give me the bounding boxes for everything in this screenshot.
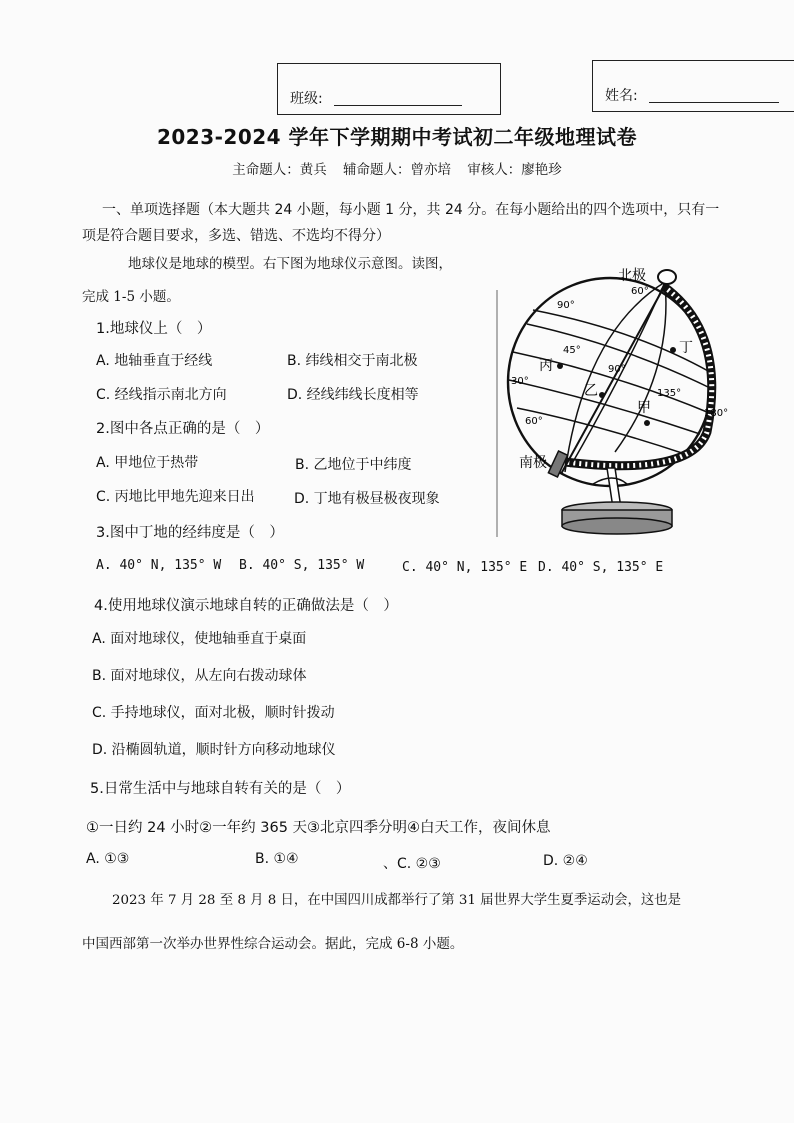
q3-option-a[interactable]: A. 40° N, 135° W	[96, 558, 222, 573]
section-heading-line2: 项是符合题目要求，多选、错选、不选均不得分）	[82, 228, 390, 244]
globe-figure	[495, 262, 735, 540]
q5-option-d[interactable]: D. ②④	[543, 853, 588, 869]
q3-option-c[interactable]: C. 40° N, 135° E	[402, 560, 528, 575]
passage-line1: 2023 年 7 月 28 至 8 月 8 日，在中国四川成都举行了第 31 届世界大学生夏季运动会，这也是	[112, 893, 682, 908]
q5-stem: 5.日常生活中与地球自转有关的是（ ）	[90, 781, 351, 797]
reviewer: 审核人：廖艳珍	[467, 162, 562, 178]
q4-option-c[interactable]: C. 手持地球仪，面对北极，顺时针拨动	[92, 705, 335, 721]
north-pole-label: 北极	[618, 268, 646, 284]
section-heading-line1: 一、单项选择题（本大题共 24 小题，每小题 1 分，共 24 分。在每小题给出的四个选项中，只有一	[102, 202, 720, 218]
page-title: 2023-2024 学年下学期期中考试初二年级地理试卷	[156, 125, 638, 149]
co-author: 辅命题人：曾亦培	[343, 162, 451, 178]
class-label: 班级:	[290, 91, 323, 107]
q5-items: ①一日约 24 小时②一年约 365 天③北京四季分明④白天工作，夜间休息	[86, 820, 551, 836]
point-bing-dot	[557, 363, 563, 369]
name-label: 姓名:	[605, 88, 638, 104]
class-field[interactable]	[334, 105, 462, 106]
lon-45-label: 45°	[563, 345, 581, 356]
point-jia-dot	[644, 420, 650, 426]
lon-135-label: 135°	[657, 388, 682, 399]
q3-option-b[interactable]: B. 40° S, 135° W	[239, 558, 365, 573]
q4-option-b[interactable]: B. 面对地球仪，从左向右拨动球体	[92, 668, 307, 684]
point-ding-label: 丁	[679, 340, 693, 356]
point-ding-dot	[670, 347, 676, 353]
q5-option-c[interactable]: 、C. ②③	[383, 856, 441, 872]
q1-option-d[interactable]: D. 经线纬线长度相等	[287, 387, 419, 403]
name-field[interactable]	[649, 102, 779, 103]
q4-stem: 4.使用地球仪演示地球自转的正确做法是（ ）	[94, 598, 398, 614]
stand-base-bottom	[562, 518, 672, 534]
lon-90-left-label: 90°	[557, 300, 575, 311]
author-line	[0, 158, 794, 178]
q5-option-b[interactable]: B. ①④	[255, 851, 299, 867]
point-yi-dot	[599, 392, 605, 398]
q4-option-d[interactable]: D. 沿椭圆轨道，顺时针方向移动地球仪	[92, 742, 336, 758]
q2-option-c[interactable]: C. 丙地比甲地先迎来日出	[96, 489, 255, 505]
q5-option-a[interactable]: A. ①③	[86, 851, 130, 867]
q3-option-d[interactable]: D. 40° S, 135° E	[538, 560, 664, 575]
lat-60-bottom-label: 60°	[525, 416, 543, 427]
north-pole-cap	[658, 270, 676, 284]
q4-option-a[interactable]: A. 面对地球仪，使地轴垂直于桌面	[92, 631, 307, 647]
q2-option-d[interactable]: D. 丁地有极昼极夜现象	[294, 491, 440, 507]
q3-stem: 3.图中丁地的经纬度是（ ）	[96, 525, 284, 541]
point-jia-label: 甲	[637, 400, 651, 416]
name-box	[592, 60, 794, 112]
q1-option-b[interactable]: B. 纬线相交于南北极	[287, 353, 418, 369]
latitude-line	[517, 408, 685, 454]
lon-90-mid-label: 90°	[608, 364, 626, 375]
q2-stem: 2.图中各点正确的是（ ）	[96, 421, 270, 437]
lat-60-top-label: 60°	[631, 286, 649, 297]
passage-line2: 中国西部第一次举办世界性综合运动会。据此，完成 6-8 小题。	[82, 936, 464, 952]
intro-line1: 地球仪是地球的模型。右下图为地球仪示意图。读图，	[128, 256, 452, 272]
point-bing-label: 丙	[539, 358, 553, 374]
q1-stem: 1.地球仪上（ ）	[96, 321, 212, 337]
q2-option-b[interactable]: B. 乙地位于中纬度	[295, 457, 412, 473]
q2-option-a[interactable]: A. 甲地位于热带	[96, 455, 199, 471]
q1-option-a[interactable]: A. 地轴垂直于经线	[96, 353, 213, 369]
lat-30-label: 30°	[511, 376, 529, 387]
intro-line2: 完成 1-5 小题。	[82, 289, 180, 305]
chief-author: 主命题人：黄兵	[232, 162, 327, 178]
point-yi-label: 乙	[584, 383, 598, 399]
q1-option-c[interactable]: C. 经线指示南北方向	[96, 387, 227, 403]
south-pole-label: 南极	[519, 455, 547, 471]
lon-180-label: 180°	[704, 408, 729, 419]
class-box	[277, 63, 501, 115]
south-pivot	[548, 451, 567, 477]
